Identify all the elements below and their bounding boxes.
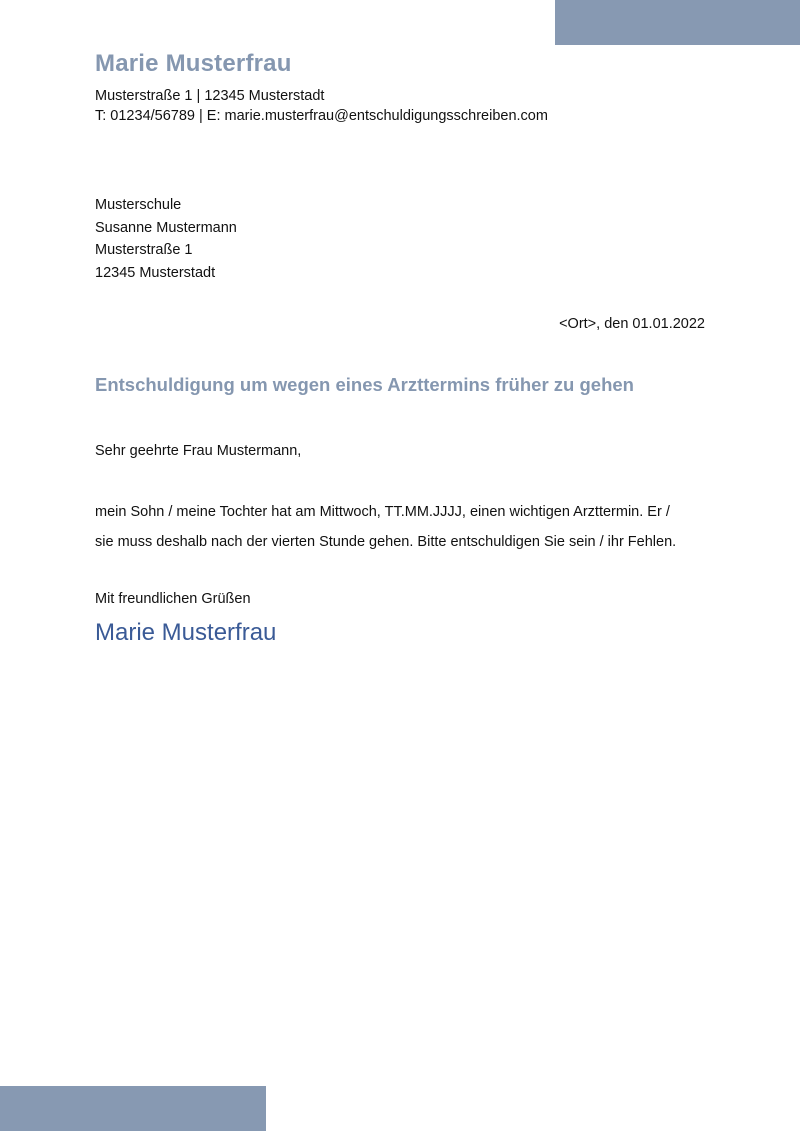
letter-subject: Entschuldigung um wegen eines Arzttermins früher zu gehen <box>95 374 634 395</box>
sender-address: Musterstraße 1 | 12345 Musterstadt <box>95 88 325 104</box>
recipient-line-city: 12345 Musterstadt <box>95 264 216 281</box>
recipient-address-block <box>95 194 237 284</box>
header-accent-bar <box>555 0 800 45</box>
closing-phrase: Mit freundlichen Grüßen <box>95 591 251 607</box>
body-line: mein Sohn / meine Tochter hat am Mittwoch, TT.MM.JJJJ, einen wichtigen Arzttermin. Er / <box>95 504 670 520</box>
recipient-line-school: Musterschule <box>95 197 182 213</box>
sender-contact: T: 01234/56789 | E: marie.musterfrau@entschuldigungsschreiben.com <box>95 108 548 124</box>
signature: Marie Musterfrau <box>95 619 277 646</box>
recipient-line-name: Susanne Mustermann <box>95 219 237 236</box>
letter-body <box>95 498 710 557</box>
footer-accent-bar <box>0 1086 266 1131</box>
body-line: sie muss deshalb nach der vierten Stunde gehen. Bitte entschuldigen Sie sein / ihr Fehlen. <box>95 533 677 550</box>
salutation: Sehr geehrte Frau Mustermann, <box>95 443 302 459</box>
recipient-line-street: Musterstraße 1 <box>95 242 193 259</box>
place-date-line: <Ort>, den 01.01.2022 <box>559 316 705 332</box>
sender-name: Marie Musterfrau <box>95 50 292 77</box>
